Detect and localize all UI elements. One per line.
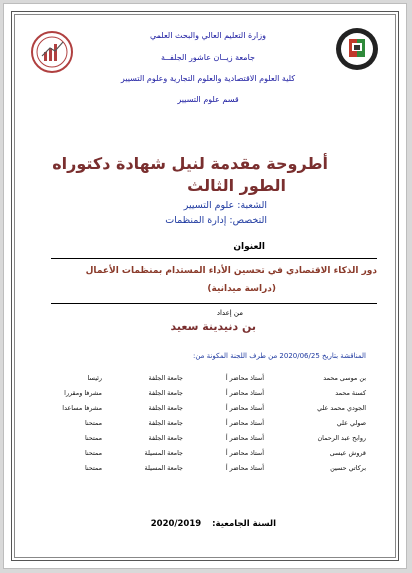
- jury-name: صولي علي: [336, 419, 366, 427]
- faculty-name: كلية العلوم الاقتصادية والعلوم التجارية وعلوم التسيير: [120, 74, 296, 83]
- jury-university: جامعة الجلفة: [148, 404, 183, 412]
- jury-role: مشرفا مساعدا: [62, 404, 102, 412]
- jury-name: بركاتي حسين: [330, 464, 366, 472]
- jury-role: مشرفا ومقررا: [64, 389, 102, 397]
- academic-year: [151, 519, 276, 529]
- university-name: جامعة زيــان عاشور الجلفــة: [161, 53, 255, 62]
- jury-rank: أستاذ محاضر أ: [225, 464, 264, 472]
- jury-role: ممتحنا: [84, 434, 102, 442]
- jury-role: رئيسا: [87, 374, 102, 382]
- jury-university: جامعة المسيلة: [144, 449, 183, 457]
- jury-university: جامعة المسيلة: [144, 464, 183, 472]
- defense-date: المناقشة بتاريخ 2020/06/25 من طرف اللجنة المكونة من:: [193, 352, 366, 360]
- jury-university: جامعة الجلفة: [148, 389, 183, 397]
- jury-role: ممتحنا: [84, 419, 102, 427]
- jury-name: كسنة محمد: [335, 389, 366, 397]
- jury-name: روابح عبد الرحمان: [317, 434, 366, 442]
- jury-rank: أستاذ محاضر أ: [225, 449, 264, 457]
- academic-year-label: السنة الجامعية:: [212, 519, 276, 529]
- ministry-name: وزارة التعليم العالي والبحث العلمي: [150, 31, 266, 40]
- thesis-title-line2: الطور الثالث: [187, 176, 286, 195]
- document-page: [3, 3, 407, 569]
- jury-role: ممتحنا: [84, 464, 102, 472]
- divider-bottom: [51, 303, 377, 304]
- thesis-subject: دور الذكاء الاقتصادي في تحسين الأداء المستدام بمنظمات الأعمال: [85, 266, 377, 276]
- author-name: بن دنيدينة سعيد: [170, 320, 256, 333]
- thesis-title-line1: أطروحة مقدمة لنيل شهادة دكتوراه: [52, 154, 328, 173]
- title-label: العنوان: [233, 242, 265, 252]
- divider-top: [51, 258, 377, 259]
- jury-name: قروش عيسى: [329, 449, 366, 457]
- specialty-label: التخصص: إدارة المنظمات: [165, 215, 267, 226]
- academic-year-value: 2020/2019: [150, 519, 202, 529]
- jury-university: جامعة الجلفة: [148, 419, 183, 427]
- jury-rank: أستاذ محاضر أ: [225, 434, 264, 442]
- jury-rank: أستاذ محاضر أ: [225, 419, 264, 427]
- jury-rank: أستاذ محاضر أ: [225, 404, 264, 412]
- university-logo-icon: [334, 26, 380, 72]
- jury-role: ممتحنا: [84, 449, 102, 457]
- jury-name: الجودي محمد علي: [317, 404, 366, 412]
- jury-university: جامعة الجلفة: [148, 434, 183, 442]
- thesis-subject-note: (دراسة ميدانية): [207, 284, 276, 294]
- department-name: قسم علوم التسيير: [177, 95, 239, 104]
- jury-rank: أستاذ محاضر أ: [225, 389, 264, 397]
- jury-rank: أستاذ محاضر أ: [225, 374, 264, 382]
- jury-university: جامعة الجلفة: [148, 374, 183, 382]
- by-label: من إعداد: [216, 309, 243, 317]
- faculty-logo-icon: [30, 30, 74, 74]
- branch-label: الشعبة: علوم التسيير: [183, 200, 267, 211]
- jury-name: بن موسى محمد: [323, 374, 366, 382]
